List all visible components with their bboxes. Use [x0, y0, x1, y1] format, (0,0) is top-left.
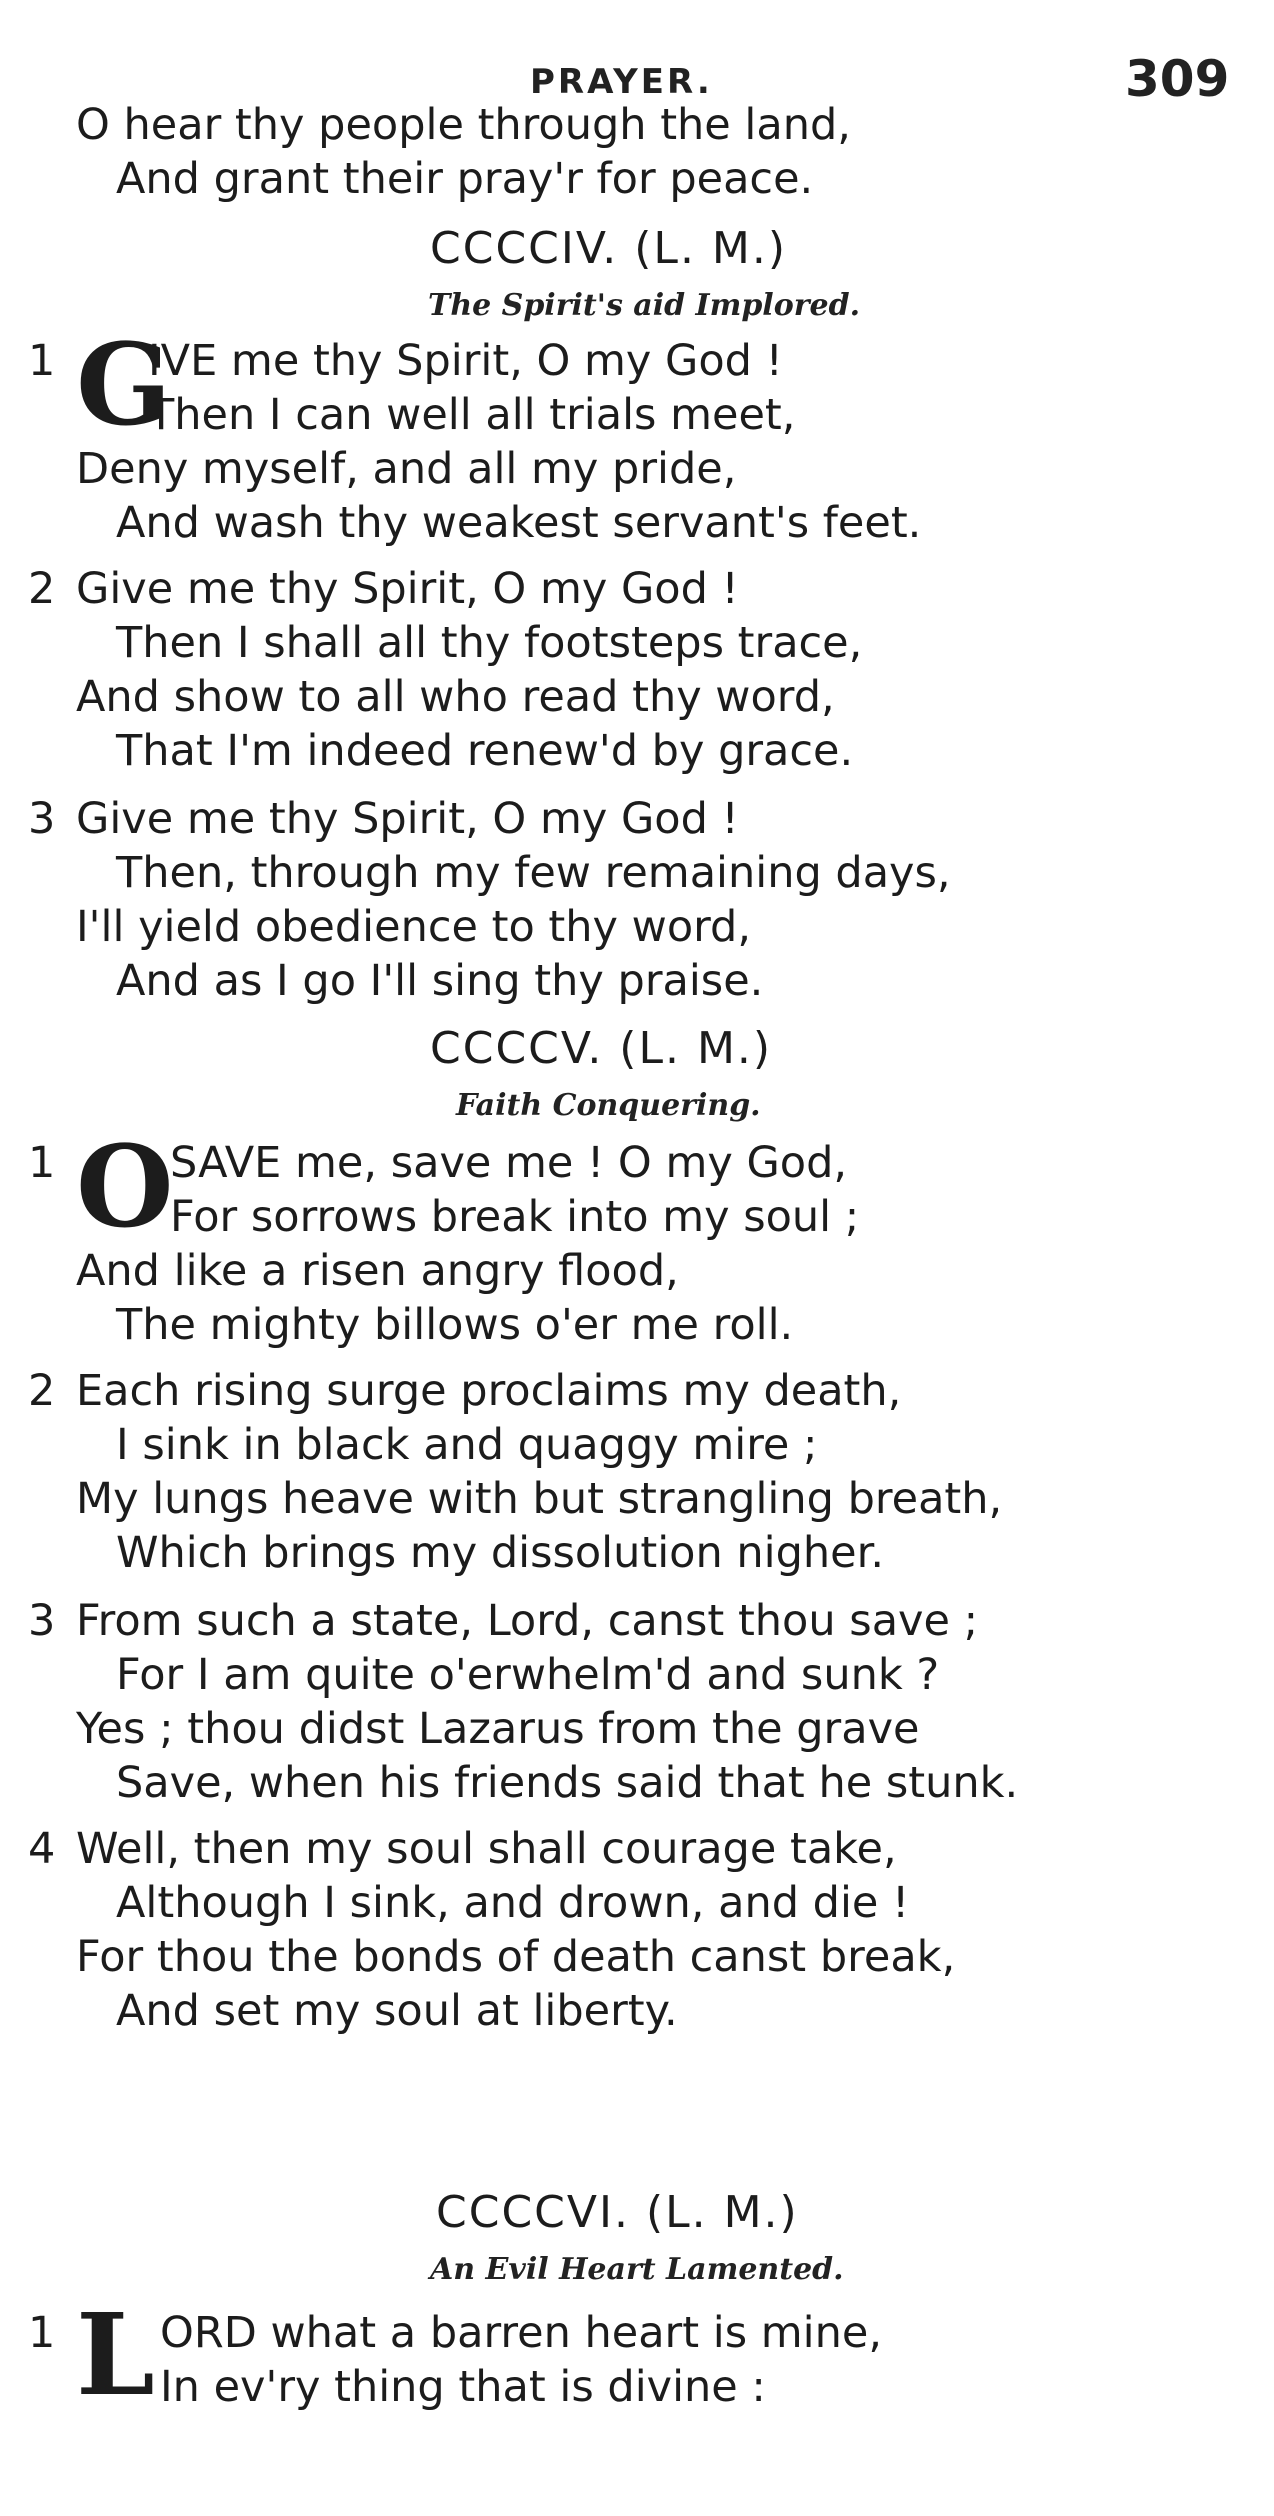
verse-number: 1 [28, 1138, 56, 1188]
hymn-subtitle: Faith Conquering. [456, 1088, 761, 1123]
verse-line: My lungs heave with but strangling breath, [76, 1474, 1003, 1524]
verse-line: Well, then my soul shall courage take, [76, 1824, 897, 1874]
verse-number: 1 [28, 336, 56, 386]
verse-line: For thou the bonds of death canst break, [76, 1932, 956, 1982]
verse-line: Then I can well all trials meet, [148, 390, 796, 440]
verse-line: I sink in black and quaggy mire ; [116, 1420, 818, 1470]
verse-line: Give me thy Spirit, O my God ! [76, 794, 739, 844]
drop-cap: L [76, 2290, 155, 2421]
verse-line: Give me thy Spirit, O my God ! [76, 564, 739, 614]
verse-line: From such a state, Lord, canst thou save ; [76, 1596, 979, 1646]
verse-line: In ev'ry thing that is divine : [160, 2362, 766, 2412]
verse-line: I'll yield obedience to thy word, [76, 902, 752, 952]
verse-line: For sorrows break into my soul ; [170, 1192, 860, 1242]
verse-line: SAVE me, save me ! O my God, [170, 1138, 848, 1188]
verse-number: 3 [28, 794, 56, 844]
verse-line: Although I sink, and drown, and die ! [116, 1878, 910, 1928]
verse-line: The mighty billows o'er me roll. [116, 1300, 794, 1350]
verse-line: ORD what a barren heart is mine, [160, 2308, 882, 2358]
hymn-subtitle: An Evil Heart Lamented. [430, 2252, 844, 2287]
intro-line: And grant their pray'r for peace. [116, 154, 814, 204]
verse-line: Save, when his friends said that he stunk. [116, 1758, 1019, 1808]
verse-line: And wash thy weakest servant's feet. [116, 498, 922, 548]
hymn-title: CCCCVI. (L. M.) [436, 2187, 799, 2238]
verse-number: 4 [28, 1824, 56, 1874]
intro-line: O hear thy people through the land, [76, 100, 851, 150]
running-title: PRAYER. [530, 62, 713, 102]
verse-line: Each rising surge proclaims my death, [76, 1366, 902, 1416]
verse-line: IVE me thy Spirit, O my God ! [148, 336, 783, 386]
verse-number: 1 [28, 2308, 56, 2358]
verse-line: And like a risen angry flood, [76, 1246, 679, 1296]
verse-number: 2 [28, 1366, 56, 1416]
verse-line: Yes ; thou didst Lazarus from the grave [76, 1704, 920, 1754]
page-number: 309 [1125, 50, 1230, 108]
verse-number: 3 [28, 1596, 56, 1646]
verse-line: For I am quite o'erwhelm'd and sunk ? [116, 1650, 940, 1700]
verse-line: And as I go I'll sing thy praise. [116, 956, 764, 1006]
verse-line: Then I shall all thy footsteps trace, [116, 618, 863, 668]
verse-line: Deny myself, and all my pride, [76, 444, 737, 494]
hymn-title: CCCCV. (L. M.) [430, 1023, 773, 1074]
drop-cap: G [76, 320, 172, 451]
verse-line: Which brings my dissolution nigher. [116, 1528, 885, 1578]
verse-line: That I'm indeed renew'd by grace. [116, 726, 854, 776]
hymn-title: CCCCIV. (L. M.) [430, 223, 788, 274]
verse-line: Then, through my few remaining days, [116, 848, 951, 898]
hymn-subtitle: The Spirit's aid Implored. [428, 288, 861, 323]
drop-cap: O [76, 1122, 174, 1253]
verse-number: 2 [28, 564, 56, 614]
verse-line: And show to all who read thy word, [76, 672, 835, 722]
verse-line: And set my soul at liberty. [116, 1986, 678, 2036]
